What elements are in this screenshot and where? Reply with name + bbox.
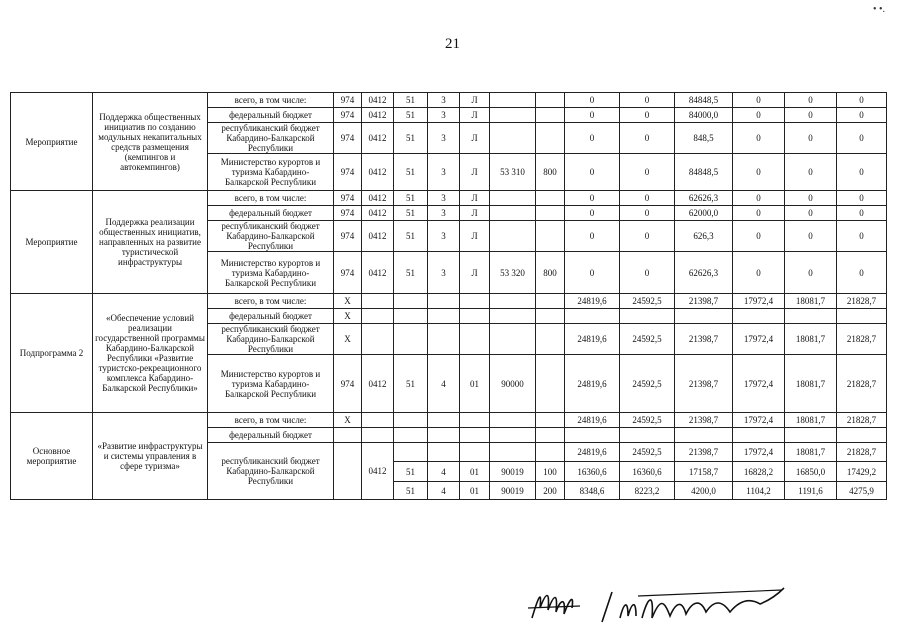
row-type: Мероприятие: [11, 93, 93, 191]
value-cell: 0: [565, 108, 620, 123]
value-cell: 62000,0: [675, 206, 733, 221]
code-cell: Л: [460, 108, 490, 123]
value-cell: 18081,7: [785, 324, 837, 355]
value-cell: 0: [565, 206, 620, 221]
funding-source: Министерство курортов и туризма Кабардино-Балкарской Республики: [208, 355, 334, 413]
value-cell: [733, 428, 785, 443]
value-cell: 0: [620, 252, 675, 294]
value-cell: 0: [785, 252, 837, 294]
code-cell: X: [334, 294, 362, 309]
funding-source: всего, в том числе:: [208, 413, 334, 428]
value-cell: 0: [837, 191, 887, 206]
value-cell: 24592,5: [620, 294, 675, 309]
value-cell: [785, 309, 837, 324]
code-cell: 974: [334, 93, 362, 108]
code-cell: 0412: [362, 443, 394, 500]
code-cell: X: [334, 324, 362, 355]
value-cell: 17158,7: [675, 462, 733, 482]
code-cell: 3: [428, 123, 460, 154]
code-cell: [362, 324, 394, 355]
value-cell: 24592,5: [620, 324, 675, 355]
code-cell: [394, 428, 428, 443]
code-cell: [490, 413, 536, 428]
code-cell: 0412: [362, 206, 394, 221]
value-cell: 16850,0: [785, 462, 837, 482]
code-cell: [536, 93, 565, 108]
value-cell: 62626,3: [675, 252, 733, 294]
code-cell: 3: [428, 191, 460, 206]
code-cell: X: [334, 309, 362, 324]
code-cell: [536, 443, 565, 462]
code-cell: 0412: [362, 123, 394, 154]
value-cell: 8348,6: [565, 482, 620, 500]
value-cell: 24819,6: [565, 294, 620, 309]
value-cell: 8223,2: [620, 482, 675, 500]
code-cell: [490, 221, 536, 252]
value-cell: 0: [785, 221, 837, 252]
value-cell: 0: [837, 108, 887, 123]
code-cell: 974: [334, 154, 362, 191]
value-cell: 0: [733, 206, 785, 221]
value-cell: 18081,7: [785, 294, 837, 309]
code-cell: 51: [394, 108, 428, 123]
code-cell: 01: [460, 462, 490, 482]
value-cell: 0: [620, 108, 675, 123]
code-cell: 0412: [362, 221, 394, 252]
code-cell: 51: [394, 482, 428, 500]
funding-source: Министерство курортов и туризма Кабардино-Балкарской Республики: [208, 154, 334, 191]
code-cell: 51: [394, 206, 428, 221]
value-cell: 16360,6: [620, 462, 675, 482]
value-cell: 0: [620, 123, 675, 154]
code-cell: [362, 294, 394, 309]
value-cell: 21398,7: [675, 324, 733, 355]
value-cell: 0: [837, 123, 887, 154]
code-cell: [428, 413, 460, 428]
value-cell: 0: [837, 252, 887, 294]
code-cell: [490, 443, 536, 462]
code-cell: [536, 413, 565, 428]
row-name: «Обеспечение условий реализации государственной программы Кабардино-Балкарской Республики «Развитие туристско-рекреационного комплекса Кабардино-Балкарской Республики»: [93, 294, 208, 413]
value-cell: 0: [565, 154, 620, 191]
value-cell: 0: [785, 93, 837, 108]
code-cell: [394, 324, 428, 355]
code-cell: [362, 428, 394, 443]
code-cell: 01: [460, 355, 490, 413]
value-cell: 24819,6: [565, 355, 620, 413]
code-cell: 200: [536, 482, 565, 500]
value-cell: [837, 428, 887, 443]
code-cell: Л: [460, 93, 490, 108]
value-cell: [565, 428, 620, 443]
funding-source: федеральный бюджет: [208, 206, 334, 221]
value-cell: [620, 428, 675, 443]
signature: [520, 578, 800, 630]
value-cell: 0: [837, 93, 887, 108]
value-cell: 0: [785, 123, 837, 154]
value-cell: 848,5: [675, 123, 733, 154]
code-cell: [460, 324, 490, 355]
value-cell: 0: [733, 93, 785, 108]
value-cell: 18081,7: [785, 443, 837, 462]
value-cell: 0: [620, 93, 675, 108]
value-cell: 0: [565, 221, 620, 252]
code-cell: 51: [394, 462, 428, 482]
value-cell: 0: [565, 93, 620, 108]
funding-source: всего, в том числе:: [208, 93, 334, 108]
funding-source: федеральный бюджет: [208, 108, 334, 123]
value-cell: 21398,7: [675, 294, 733, 309]
code-cell: 0412: [362, 252, 394, 294]
funding-source: федеральный бюджет: [208, 428, 334, 443]
value-cell: 17972,4: [733, 294, 785, 309]
value-cell: 0: [733, 221, 785, 252]
code-cell: Л: [460, 191, 490, 206]
code-cell: Л: [460, 206, 490, 221]
code-cell: [490, 191, 536, 206]
funding-source: Министерство курортов и туризма Кабардино-Балкарской Республики: [208, 252, 334, 294]
code-cell: 3: [428, 206, 460, 221]
value-cell: 21828,7: [837, 324, 887, 355]
code-cell: 53 310: [490, 154, 536, 191]
code-cell: [428, 309, 460, 324]
value-cell: 4200,0: [675, 482, 733, 500]
value-cell: 17429,2: [837, 462, 887, 482]
table-row: [11, 413, 887, 428]
value-cell: 16828,2: [733, 462, 785, 482]
code-cell: [490, 206, 536, 221]
value-cell: 16360,6: [565, 462, 620, 482]
code-cell: [536, 355, 565, 413]
code-cell: [536, 191, 565, 206]
value-cell: 21828,7: [837, 413, 887, 428]
code-cell: 4: [428, 462, 460, 482]
value-cell: 84848,5: [675, 93, 733, 108]
value-cell: 24819,6: [565, 443, 620, 462]
value-cell: 84848,5: [675, 154, 733, 191]
code-cell: [394, 294, 428, 309]
code-cell: [460, 428, 490, 443]
code-cell: [536, 206, 565, 221]
funding-source: республиканский бюджет Кабардино-Балкарской Республики: [208, 221, 334, 252]
value-cell: 24819,6: [565, 324, 620, 355]
code-cell: [536, 428, 565, 443]
code-cell: [490, 309, 536, 324]
value-cell: 84000,0: [675, 108, 733, 123]
code-cell: 51: [394, 123, 428, 154]
code-cell: [460, 294, 490, 309]
value-cell: 0: [620, 154, 675, 191]
value-cell: 24592,5: [620, 413, 675, 428]
value-cell: 0: [565, 191, 620, 206]
code-cell: 0412: [362, 93, 394, 108]
code-cell: 4: [428, 355, 460, 413]
value-cell: 0: [785, 108, 837, 123]
code-cell: [536, 294, 565, 309]
code-cell: 974: [334, 206, 362, 221]
value-cell: 17972,4: [733, 413, 785, 428]
funding-source: республиканский бюджет Кабардино-Балкарской Республики: [208, 324, 334, 355]
code-cell: [428, 294, 460, 309]
value-cell: 0: [620, 191, 675, 206]
value-cell: 21828,7: [837, 355, 887, 413]
code-cell: 800: [536, 252, 565, 294]
row-type: Основное мероприятие: [11, 413, 93, 500]
value-cell: 0: [620, 221, 675, 252]
value-cell: 0: [837, 206, 887, 221]
code-cell: Л: [460, 252, 490, 294]
code-cell: 3: [428, 154, 460, 191]
code-cell: [536, 108, 565, 123]
code-cell: 51: [394, 252, 428, 294]
value-cell: 0: [565, 252, 620, 294]
value-cell: 21398,7: [675, 443, 733, 462]
code-cell: [362, 413, 394, 428]
funding-source: всего, в том числе:: [208, 191, 334, 206]
code-cell: [362, 309, 394, 324]
value-cell: 17972,4: [733, 324, 785, 355]
value-cell: 0: [733, 154, 785, 191]
code-cell: [536, 324, 565, 355]
code-cell: 0412: [362, 154, 394, 191]
value-cell: 0: [733, 123, 785, 154]
code-cell: Л: [460, 154, 490, 191]
code-cell: 0412: [362, 191, 394, 206]
code-cell: 3: [428, 252, 460, 294]
code-cell: 974: [334, 108, 362, 123]
code-cell: [536, 123, 565, 154]
value-cell: 4275,9: [837, 482, 887, 500]
code-cell: 974: [334, 355, 362, 413]
value-cell: 21828,7: [837, 294, 887, 309]
value-cell: [733, 309, 785, 324]
code-cell: [394, 443, 428, 462]
code-cell: 51: [394, 221, 428, 252]
value-cell: 0: [785, 154, 837, 191]
code-cell: 01: [460, 482, 490, 500]
row-name: «Развитие инфраструктуры и системы управления в сфере туризма»: [93, 413, 208, 500]
code-cell: [490, 93, 536, 108]
page-number: 21: [445, 36, 460, 52]
funding-source: республиканский бюджет Кабардино-Балкарской Республики: [208, 123, 334, 154]
code-cell: [428, 443, 460, 462]
value-cell: 21398,7: [675, 355, 733, 413]
code-cell: [460, 443, 490, 462]
value-cell: 18081,7: [785, 413, 837, 428]
code-cell: [334, 428, 362, 443]
code-cell: [536, 309, 565, 324]
code-cell: [490, 108, 536, 123]
code-cell: X: [334, 413, 362, 428]
code-cell: 100: [536, 462, 565, 482]
code-cell: 90000: [490, 355, 536, 413]
code-cell: 51: [394, 154, 428, 191]
value-cell: 1104,2: [733, 482, 785, 500]
code-cell: [536, 221, 565, 252]
code-cell: 974: [334, 252, 362, 294]
code-cell: 90019: [490, 462, 536, 482]
code-cell: [490, 324, 536, 355]
corner-marks: • •.: [872, 4, 885, 15]
code-cell: [460, 309, 490, 324]
value-cell: [620, 309, 675, 324]
value-cell: 1191,6: [785, 482, 837, 500]
code-cell: [394, 413, 428, 428]
funding-source: республиканский бюджет Кабардино-Балкарской Республики: [208, 443, 334, 500]
value-cell: [837, 309, 887, 324]
code-cell: 4: [428, 482, 460, 500]
table-row: [11, 191, 887, 206]
value-cell: [675, 428, 733, 443]
row-type: Подпрограмма 2: [11, 294, 93, 413]
value-cell: 0: [565, 123, 620, 154]
value-cell: 0: [733, 252, 785, 294]
code-cell: 0412: [362, 108, 394, 123]
code-cell: [460, 413, 490, 428]
value-cell: [565, 309, 620, 324]
code-cell: Л: [460, 123, 490, 154]
code-cell: 90019: [490, 482, 536, 500]
value-cell: 24592,5: [620, 355, 675, 413]
code-cell: [334, 443, 362, 500]
code-cell: [490, 428, 536, 443]
code-cell: 3: [428, 108, 460, 123]
table-row: [11, 294, 887, 309]
value-cell: 17972,4: [733, 355, 785, 413]
value-cell: 62626,3: [675, 191, 733, 206]
code-cell: [428, 324, 460, 355]
value-cell: [785, 428, 837, 443]
funding-source: федеральный бюджет: [208, 309, 334, 324]
value-cell: 21828,7: [837, 443, 887, 462]
value-cell: 0: [837, 154, 887, 191]
value-cell: 0: [620, 206, 675, 221]
code-cell: [490, 294, 536, 309]
code-cell: 974: [334, 123, 362, 154]
value-cell: 24819,6: [565, 413, 620, 428]
row-type: Мероприятие: [11, 191, 93, 294]
value-cell: 0: [785, 191, 837, 206]
value-cell: 21398,7: [675, 413, 733, 428]
funding-source: всего, в том числе:: [208, 294, 334, 309]
code-cell: [428, 428, 460, 443]
value-cell: 17972,4: [733, 443, 785, 462]
code-cell: 974: [334, 221, 362, 252]
value-cell: 0: [733, 108, 785, 123]
table-row: [11, 93, 887, 108]
value-cell: 24592,5: [620, 443, 675, 462]
value-cell: 626,3: [675, 221, 733, 252]
code-cell: 3: [428, 221, 460, 252]
code-cell: 53 320: [490, 252, 536, 294]
value-cell: 0: [733, 191, 785, 206]
budget-table: [10, 92, 887, 500]
code-cell: 800: [536, 154, 565, 191]
code-cell: 51: [394, 93, 428, 108]
code-cell: [490, 123, 536, 154]
code-cell: 0412: [362, 355, 394, 413]
code-cell: 51: [394, 191, 428, 206]
row-name: Поддержка общественных инициатив по созданию модульных некапитальных средств размещения (кемпингов и автокемпингов): [93, 93, 208, 191]
code-cell: 974: [334, 191, 362, 206]
code-cell: 3: [428, 93, 460, 108]
code-cell: [394, 309, 428, 324]
code-cell: 51: [394, 355, 428, 413]
value-cell: 0: [785, 206, 837, 221]
value-cell: 18081,7: [785, 355, 837, 413]
row-name: Поддержка реализации общественных инициатив, направленных на развитие туристической инфраструктуры: [93, 191, 208, 294]
value-cell: 0: [837, 221, 887, 252]
value-cell: [675, 309, 733, 324]
code-cell: Л: [460, 221, 490, 252]
